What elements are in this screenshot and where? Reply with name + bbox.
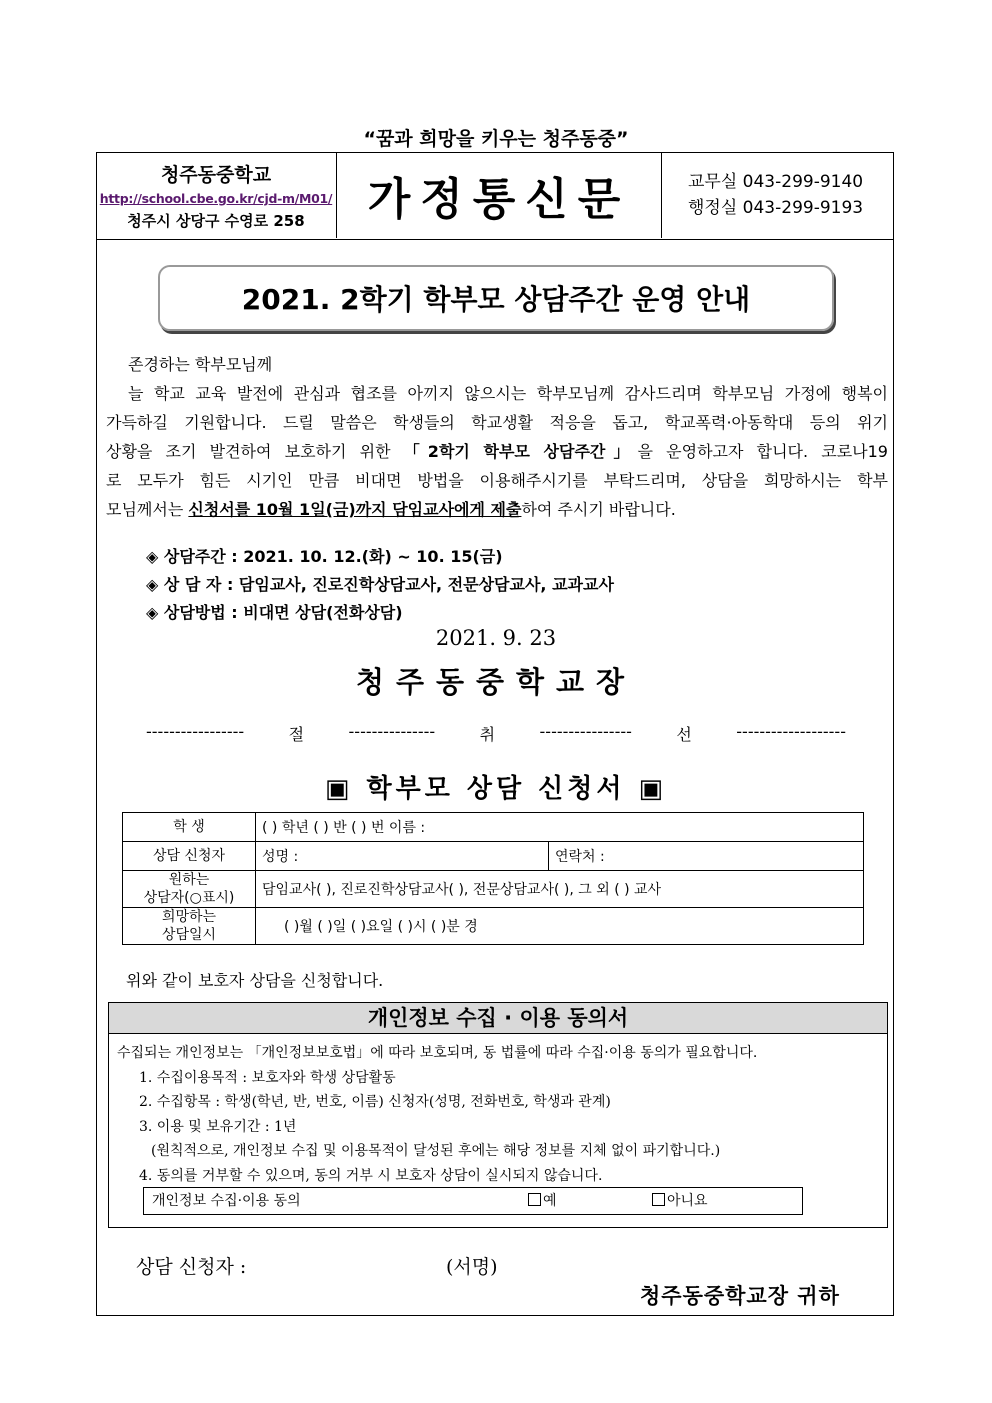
detail-item-counselor: ◈ 상 담 자 : 담임교사, 진로진학상담교사, 전문상담교사, 교과교사 — [146, 575, 614, 594]
school-info — [96, 152, 337, 238]
school-address: 청주시 상당구 수영로 258 — [127, 212, 305, 230]
privacy-consent-box — [108, 1002, 888, 1228]
greeting: 존경하는 학부모님께 — [128, 355, 273, 374]
signature-field[interactable]: (서명) — [446, 1256, 498, 1278]
school-motto: “꿈과 희망을 키우는 청주동중” — [363, 128, 629, 150]
student-label: 학 생 — [123, 813, 256, 842]
newsletter-header — [96, 152, 894, 240]
applicant-label: 상담 신청자 — [123, 842, 256, 871]
school-name: 청주동중학교 — [160, 164, 272, 186]
privacy-item: 3. 이용 및 보유기간 : 1년 — [139, 1118, 297, 1135]
body-line: 로 모두가 힘든 시기인 만큼 비대면 방법을 이용해주시기를 부탁드리며, 상담을 희망하시는 학부 — [106, 471, 888, 490]
privacy-intro: 수집되는 개인정보는 「개인정보보호법」에 따라 보호되며, 동 법률에 따라 수집·이용 동의가 필요합니다. — [117, 1045, 758, 1061]
application-form-table — [122, 812, 864, 945]
addressee: 청주동중학교장 귀하 — [640, 1283, 840, 1308]
consent-yes-option[interactable]: 예 — [528, 1188, 557, 1214]
body-line: 가득하길 기원합니다. 드릴 말씀은 학생들의 학교생활 적응을 돕고, 학교폭력·아동학대 등의 위기 — [106, 413, 888, 432]
privacy-note: (원칙적으로, 개인정보 수집 및 이용목적이 달성된 후에는 해당 정보를 지체 없이 파기합니다.) — [151, 1143, 721, 1159]
issue-date: 2021. 9. 23 — [435, 626, 557, 650]
newsletter-title: 가정통신문 — [337, 152, 662, 238]
checkbox-icon[interactable] — [652, 1193, 665, 1206]
consult-week-emphasis: 「2학기 학부모 상담주간」 — [403, 442, 638, 461]
checkbox-icon[interactable] — [528, 1193, 541, 1206]
privacy-item: 1. 수집이용목적 : 보호자와 학생 상담활동 — [139, 1069, 396, 1086]
principal-name: 청주동중학교장 — [355, 665, 637, 699]
table-row — [123, 813, 864, 842]
consent-row — [143, 1187, 803, 1215]
counselor-choice-field[interactable]: 담임교사( ), 진로진학상담교사( ), 전문상담교사( ), 그 외 ( ) 교사 — [256, 871, 864, 908]
body-line: 늘 학교 교육 발전에 관심과 협조를 아끼지 않으시는 학부모님께 감사드리며 학부모님 가정에 행복이 — [128, 384, 888, 403]
applicant-contact-field[interactable]: 연락처 : — [549, 842, 864, 871]
detail-item-period: ◈ 상담주간 : 2021. 10. 12.(화) ~ 10. 15(금) — [146, 547, 503, 566]
desired-time-field[interactable]: ( )월 ( )일 ( )요일 ( )시 ( )분 경 — [256, 908, 864, 945]
student-field[interactable]: ( ) 학년 ( ) 반 ( ) 번 이름 : — [256, 813, 864, 842]
office-phone-academic: 교무실 043-299-9140 — [688, 172, 864, 192]
table-row — [123, 908, 864, 945]
deadline-emphasis: 신청서를 10월 1일(금)까지 담임교사에게 제출 — [188, 500, 522, 519]
privacy-item: 4. 동의를 거부할 수 있으며, 동의 거부 시 보호자 상담이 실시되지 않습니다. — [139, 1167, 603, 1184]
signer-label: 상담 신청자 : — [136, 1256, 247, 1278]
table-row — [123, 842, 864, 871]
detail-item-method: ◈ 상담방법 : 비대면 상담(전화상담) — [146, 603, 403, 622]
apply-statement: 위와 같이 보호자 상담을 신청합니다. — [126, 971, 384, 990]
table-row — [123, 871, 864, 908]
privacy-title: 개인정보 수집 · 이용 동의서 — [109, 1003, 887, 1034]
body-line: 상황을 조기 발견하여 보호하기 위한 「2학기 학부모 상담주간」을 운영하고자 합니다. 코로나19 — [106, 442, 888, 461]
consent-no-option[interactable]: 아니요 — [652, 1188, 708, 1214]
privacy-item: 2. 수집항목 : 학생(학년, 반, 번호, 이름) 신청자(성명, 전화번호, 학생과 관계) — [139, 1094, 611, 1110]
notice-body — [106, 350, 888, 524]
notice-title: 2021. 2학기 학부모 상담주간 운영 안내 — [158, 265, 834, 331]
privacy-text — [117, 1041, 879, 1188]
body-line: 모님께서는 신청서를 10월 1일(금)까지 담임교사에게 제출하여 주시기 바랍니다. — [106, 500, 676, 519]
consult-details — [146, 543, 614, 627]
applicant-name-field[interactable]: 성명 : — [256, 842, 549, 871]
cut-line: ----------------- 절 --------------- 취 ---------------- 선 ------------------- — [146, 722, 846, 744]
office-phone-admin: 행정실 043-299-9193 — [688, 198, 864, 218]
counselor-choice-label: 원하는 상담자(○표시) — [123, 871, 256, 908]
school-url-link[interactable]: http://school.cbe.go.kr/cjd-m/M01/ — [99, 191, 333, 206]
desired-time-label: 희망하는 상담일시 — [123, 908, 256, 945]
application-form-title: ▣ 학부모 상담 신청서 ▣ — [324, 774, 668, 804]
consent-label: 개인정보 수집·이용 동의 — [152, 1193, 301, 1209]
contact-info — [662, 152, 892, 238]
